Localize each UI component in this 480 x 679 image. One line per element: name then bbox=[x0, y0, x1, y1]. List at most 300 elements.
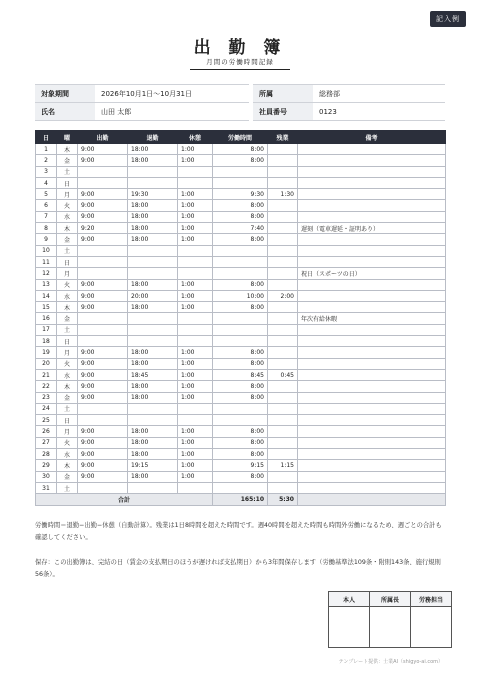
clock-out-cell[interactable] bbox=[128, 313, 178, 324]
remarks-cell[interactable] bbox=[298, 324, 446, 335]
break-cell[interactable]: 1:00 bbox=[178, 234, 213, 245]
break-cell[interactable] bbox=[178, 403, 213, 414]
overtime-cell[interactable] bbox=[268, 324, 298, 335]
clock-out-cell[interactable]: 18:00 bbox=[128, 234, 178, 245]
break-cell[interactable] bbox=[178, 336, 213, 347]
overtime-cell[interactable] bbox=[268, 482, 298, 493]
work-hours-cell[interactable] bbox=[213, 324, 268, 335]
table-row bbox=[36, 392, 446, 403]
info-table bbox=[35, 84, 445, 121]
day-cell[interactable]: 23 bbox=[36, 392, 57, 403]
overtime-cell[interactable] bbox=[268, 313, 298, 324]
weekday-cell[interactable]: 土 bbox=[57, 166, 78, 177]
day-cell[interactable]: 7 bbox=[36, 211, 57, 222]
clock-in-cell[interactable] bbox=[78, 256, 128, 267]
break-cell[interactable]: 1:00 bbox=[178, 369, 213, 380]
weekday-cell[interactable]: 月 bbox=[57, 347, 78, 358]
table-row bbox=[36, 189, 446, 200]
break-cell[interactable]: 1:00 bbox=[178, 449, 213, 460]
break-cell[interactable] bbox=[178, 415, 213, 426]
clock-out-cell[interactable] bbox=[128, 482, 178, 493]
clock-in-cell[interactable] bbox=[78, 245, 128, 256]
weekday-cell[interactable]: 土 bbox=[57, 245, 78, 256]
day-cell[interactable]: 19 bbox=[36, 347, 57, 358]
remarks-cell[interactable] bbox=[298, 471, 446, 482]
table-row bbox=[36, 245, 446, 256]
work-hours-cell[interactable]: 8:00 bbox=[213, 155, 268, 166]
remarks-cell[interactable] bbox=[298, 437, 446, 448]
overtime-cell[interactable] bbox=[268, 245, 298, 256]
remarks-cell[interactable]: 遅刻（電車遅延・証明あり） bbox=[298, 223, 446, 234]
name-value: 山田 太郎 bbox=[95, 103, 249, 121]
overtime-cell[interactable] bbox=[268, 166, 298, 177]
attendance-header-row bbox=[36, 131, 446, 144]
overtime-cell[interactable] bbox=[268, 449, 298, 460]
clock-out-cell[interactable]: 18:45 bbox=[128, 369, 178, 380]
day-cell[interactable]: 4 bbox=[36, 177, 57, 188]
work-hours-cell[interactable] bbox=[213, 415, 268, 426]
overtime-cell[interactable] bbox=[268, 381, 298, 392]
remarks-cell[interactable]: 年次有給休暇 bbox=[298, 313, 446, 324]
work-hours-cell[interactable]: 10:00 bbox=[213, 290, 268, 301]
clock-in-cell[interactable] bbox=[78, 415, 128, 426]
overtime-cell[interactable]: 1:30 bbox=[268, 189, 298, 200]
total-overtime: 5:30 bbox=[268, 494, 298, 506]
remarks-cell[interactable] bbox=[298, 336, 446, 347]
clock-in-cell[interactable] bbox=[78, 268, 128, 279]
weekday-cell[interactable]: 日 bbox=[57, 415, 78, 426]
break-cell[interactable]: 1:00 bbox=[178, 392, 213, 403]
clock-out-cell[interactable]: 18:00 bbox=[128, 279, 178, 290]
overtime-cell[interactable] bbox=[268, 437, 298, 448]
weekday-cell[interactable]: 月 bbox=[57, 189, 78, 200]
table-row bbox=[36, 200, 446, 211]
clock-out-cell[interactable]: 18:00 bbox=[128, 392, 178, 403]
clock-out-cell[interactable]: 18:00 bbox=[128, 381, 178, 392]
clock-out-cell[interactable] bbox=[128, 336, 178, 347]
overtime-cell[interactable] bbox=[268, 223, 298, 234]
clock-in-cell[interactable] bbox=[78, 403, 128, 414]
remarks-cell[interactable] bbox=[298, 403, 446, 414]
weekday-cell[interactable]: 月 bbox=[57, 268, 78, 279]
weekday-cell[interactable]: 木 bbox=[57, 223, 78, 234]
clock-in-cell[interactable] bbox=[78, 482, 128, 493]
overtime-cell[interactable] bbox=[268, 347, 298, 358]
total-row bbox=[36, 494, 446, 506]
weekday-cell[interactable]: 水 bbox=[57, 290, 78, 301]
remarks-cell[interactable] bbox=[298, 449, 446, 460]
clock-in-cell[interactable]: 9:00 bbox=[78, 290, 128, 301]
weekday-cell[interactable]: 火 bbox=[57, 358, 78, 369]
work-hours-cell[interactable]: 8:00 bbox=[213, 347, 268, 358]
table-row bbox=[36, 313, 446, 324]
clock-out-cell[interactable] bbox=[128, 166, 178, 177]
work-hours-cell[interactable] bbox=[213, 256, 268, 267]
approval-table bbox=[328, 591, 452, 648]
work-hours-cell[interactable] bbox=[213, 166, 268, 177]
weekday-cell[interactable]: 月 bbox=[57, 426, 78, 437]
page-title: 出 勤 簿 bbox=[193, 38, 287, 58]
day-cell[interactable]: 2 bbox=[36, 155, 57, 166]
remarks-cell[interactable] bbox=[298, 302, 446, 313]
day-cell[interactable]: 15 bbox=[36, 302, 57, 313]
work-hours-cell[interactable]: 8:00 bbox=[213, 437, 268, 448]
clock-in-cell[interactable] bbox=[78, 336, 128, 347]
work-hours-cell[interactable]: 8:00 bbox=[213, 234, 268, 245]
overtime-cell[interactable] bbox=[268, 403, 298, 414]
remarks-cell[interactable] bbox=[298, 211, 446, 222]
clock-out-cell[interactable]: 18:00 bbox=[128, 471, 178, 482]
clock-out-cell[interactable] bbox=[128, 268, 178, 279]
table-row bbox=[36, 166, 446, 177]
break-cell[interactable]: 1:00 bbox=[178, 189, 213, 200]
table-row bbox=[36, 482, 446, 493]
remarks-cell[interactable] bbox=[298, 381, 446, 392]
overtime-cell[interactable] bbox=[268, 415, 298, 426]
table-row bbox=[36, 290, 446, 301]
clock-in-cell[interactable]: 9:00 bbox=[78, 200, 128, 211]
day-cell[interactable]: 5 bbox=[36, 189, 57, 200]
break-cell[interactable]: 1:00 bbox=[178, 200, 213, 211]
remarks-cell[interactable] bbox=[298, 415, 446, 426]
table-row bbox=[36, 234, 446, 245]
work-hours-cell[interactable]: 8:00 bbox=[213, 144, 268, 155]
work-hours-cell[interactable] bbox=[213, 268, 268, 279]
work-hours-cell[interactable] bbox=[213, 177, 268, 188]
break-cell[interactable] bbox=[178, 268, 213, 279]
weekday-cell[interactable]: 日 bbox=[57, 256, 78, 267]
day-cell[interactable]: 12 bbox=[36, 268, 57, 279]
day-cell[interactable]: 25 bbox=[36, 415, 57, 426]
total-work-hours: 165:10 bbox=[213, 494, 268, 506]
work-hours-cell[interactable]: 8:00 bbox=[213, 279, 268, 290]
work-hours-cell[interactable]: 8:45 bbox=[213, 369, 268, 380]
break-cell[interactable] bbox=[178, 166, 213, 177]
clock-out-cell[interactable]: 18:00 bbox=[128, 200, 178, 211]
overtime-cell[interactable] bbox=[268, 302, 298, 313]
weekday-cell[interactable]: 土 bbox=[57, 324, 78, 335]
break-cell[interactable]: 1:00 bbox=[178, 426, 213, 437]
table-row bbox=[36, 415, 446, 426]
work-hours-cell[interactable] bbox=[213, 482, 268, 493]
header-break: 休憩 bbox=[178, 131, 213, 144]
remarks-cell[interactable] bbox=[298, 234, 446, 245]
work-hours-cell[interactable]: 8:00 bbox=[213, 471, 268, 482]
break-cell[interactable]: 1:00 bbox=[178, 302, 213, 313]
weekday-cell[interactable]: 火 bbox=[57, 200, 78, 211]
break-cell[interactable]: 1:00 bbox=[178, 460, 213, 471]
work-hours-cell[interactable]: 8:00 bbox=[213, 426, 268, 437]
day-cell[interactable]: 17 bbox=[36, 324, 57, 335]
overtime-cell[interactable] bbox=[268, 471, 298, 482]
weekday-cell[interactable]: 水 bbox=[57, 211, 78, 222]
remarks-cell[interactable] bbox=[298, 189, 446, 200]
remarks-cell[interactable] bbox=[298, 166, 446, 177]
break-cell[interactable] bbox=[178, 245, 213, 256]
day-cell[interactable]: 14 bbox=[36, 290, 57, 301]
header-weekday: 曜 bbox=[57, 131, 78, 144]
break-cell[interactable]: 1:00 bbox=[178, 223, 213, 234]
overtime-cell[interactable] bbox=[268, 211, 298, 222]
remarks-cell[interactable] bbox=[298, 392, 446, 403]
clock-in-cell[interactable]: 9:00 bbox=[78, 155, 128, 166]
remarks-cell[interactable] bbox=[298, 245, 446, 256]
clock-out-cell[interactable]: 18:00 bbox=[128, 426, 178, 437]
weekday-cell[interactable]: 金 bbox=[57, 392, 78, 403]
employee-id-value: 0123 bbox=[313, 103, 445, 121]
clock-in-cell[interactable]: 9:00 bbox=[78, 189, 128, 200]
overtime-cell[interactable] bbox=[268, 426, 298, 437]
clock-out-cell[interactable] bbox=[128, 245, 178, 256]
clock-out-cell[interactable]: 18:00 bbox=[128, 223, 178, 234]
break-cell[interactable] bbox=[178, 313, 213, 324]
remarks-cell[interactable]: 祝日（スポーツの日） bbox=[298, 268, 446, 279]
break-cell[interactable]: 1:00 bbox=[178, 358, 213, 369]
clock-in-cell[interactable]: 9:00 bbox=[78, 279, 128, 290]
clock-in-cell[interactable]: 9:00 bbox=[78, 449, 128, 460]
break-cell[interactable] bbox=[178, 324, 213, 335]
header-work-hours: 労働時間 bbox=[213, 131, 268, 144]
clock-out-cell[interactable]: 19:30 bbox=[128, 189, 178, 200]
sign-header-labor: 労務担当 bbox=[411, 592, 452, 607]
weekday-cell[interactable]: 水 bbox=[57, 449, 78, 460]
break-cell[interactable]: 1:00 bbox=[178, 144, 213, 155]
day-cell[interactable]: 24 bbox=[36, 403, 57, 414]
clock-in-cell[interactable]: 9:20 bbox=[78, 223, 128, 234]
day-cell[interactable]: 13 bbox=[36, 279, 57, 290]
work-hours-cell[interactable]: 8:00 bbox=[213, 358, 268, 369]
weekday-cell[interactable]: 土 bbox=[57, 403, 78, 414]
remarks-cell[interactable] bbox=[298, 177, 446, 188]
work-hours-cell[interactable]: 8:00 bbox=[213, 211, 268, 222]
day-cell[interactable]: 29 bbox=[36, 460, 57, 471]
work-hours-cell[interactable]: 8:00 bbox=[213, 200, 268, 211]
overtime-cell[interactable] bbox=[268, 336, 298, 347]
header-clock-out: 退勤 bbox=[128, 131, 178, 144]
work-hours-cell[interactable]: 8:00 bbox=[213, 392, 268, 403]
sign-header-self: 本人 bbox=[329, 592, 370, 607]
period-label: 対象期間 bbox=[35, 85, 95, 103]
day-cell[interactable]: 26 bbox=[36, 426, 57, 437]
weekday-cell[interactable]: 水 bbox=[57, 369, 78, 380]
break-cell[interactable]: 1:00 bbox=[178, 347, 213, 358]
overtime-cell[interactable] bbox=[268, 144, 298, 155]
sign-header-manager: 所属長 bbox=[370, 592, 411, 607]
clock-in-cell[interactable]: 9:00 bbox=[78, 302, 128, 313]
day-cell[interactable]: 20 bbox=[36, 358, 57, 369]
clock-out-cell[interactable]: 18:00 bbox=[128, 449, 178, 460]
clock-in-cell[interactable]: 9:00 bbox=[78, 347, 128, 358]
sign-box-labor[interactable] bbox=[411, 607, 452, 648]
break-cell[interactable] bbox=[178, 482, 213, 493]
total-label: 合計 bbox=[36, 494, 213, 506]
remarks-cell[interactable] bbox=[298, 347, 446, 358]
clock-in-cell[interactable]: 9:00 bbox=[78, 369, 128, 380]
sign-box-self[interactable] bbox=[329, 607, 370, 648]
remarks-cell[interactable] bbox=[298, 256, 446, 267]
clock-in-cell[interactable] bbox=[78, 324, 128, 335]
overtime-cell[interactable] bbox=[268, 268, 298, 279]
table-row bbox=[36, 460, 446, 471]
clock-out-cell[interactable] bbox=[128, 177, 178, 188]
table-row bbox=[36, 256, 446, 267]
work-hours-cell[interactable] bbox=[213, 313, 268, 324]
break-cell[interactable]: 1:00 bbox=[178, 290, 213, 301]
clock-in-cell[interactable] bbox=[78, 177, 128, 188]
work-hours-cell[interactable]: 9:30 bbox=[213, 189, 268, 200]
overtime-cell[interactable]: 1:15 bbox=[268, 460, 298, 471]
clock-in-cell[interactable]: 9:00 bbox=[78, 460, 128, 471]
day-cell[interactable]: 8 bbox=[36, 223, 57, 234]
work-hours-cell[interactable] bbox=[213, 403, 268, 414]
weekday-cell[interactable]: 土 bbox=[57, 482, 78, 493]
overtime-cell[interactable] bbox=[268, 155, 298, 166]
day-cell[interactable]: 6 bbox=[36, 200, 57, 211]
remarks-cell[interactable] bbox=[298, 482, 446, 493]
clock-out-cell[interactable]: 18:00 bbox=[128, 437, 178, 448]
remarks-cell[interactable] bbox=[298, 460, 446, 471]
break-cell[interactable]: 1:00 bbox=[178, 211, 213, 222]
overtime-cell[interactable]: 0:45 bbox=[268, 369, 298, 380]
weekday-cell[interactable]: 金 bbox=[57, 471, 78, 482]
table-row bbox=[36, 336, 446, 347]
sample-badge: 記入例 bbox=[430, 11, 466, 27]
break-cell[interactable] bbox=[178, 256, 213, 267]
clock-in-cell[interactable]: 9:00 bbox=[78, 437, 128, 448]
weekday-cell[interactable]: 日 bbox=[57, 336, 78, 347]
remarks-cell[interactable] bbox=[298, 155, 446, 166]
weekday-cell[interactable]: 木 bbox=[57, 460, 78, 471]
clock-out-cell[interactable]: 18:00 bbox=[128, 302, 178, 313]
overtime-cell[interactable] bbox=[268, 177, 298, 188]
table-row bbox=[36, 471, 446, 482]
day-cell[interactable]: 18 bbox=[36, 336, 57, 347]
remarks-cell[interactable] bbox=[298, 279, 446, 290]
clock-in-cell[interactable]: 9:00 bbox=[78, 471, 128, 482]
day-cell[interactable]: 16 bbox=[36, 313, 57, 324]
day-cell[interactable]: 11 bbox=[36, 256, 57, 267]
clock-in-cell[interactable]: 9:00 bbox=[78, 381, 128, 392]
template-credit: テンプレート提供：士業AI（shigyo-ai.com） bbox=[338, 659, 443, 665]
weekday-cell[interactable]: 木 bbox=[57, 302, 78, 313]
remarks-cell[interactable] bbox=[298, 144, 446, 155]
day-cell[interactable]: 31 bbox=[36, 482, 57, 493]
break-cell[interactable]: 1:00 bbox=[178, 279, 213, 290]
weekday-cell[interactable]: 金 bbox=[57, 155, 78, 166]
remarks-cell[interactable] bbox=[298, 290, 446, 301]
weekday-cell[interactable]: 火 bbox=[57, 279, 78, 290]
work-hours-cell[interactable]: 8:00 bbox=[213, 449, 268, 460]
break-cell[interactable]: 1:00 bbox=[178, 155, 213, 166]
work-hours-cell[interactable]: 8:00 bbox=[213, 381, 268, 392]
day-cell[interactable]: 3 bbox=[36, 166, 57, 177]
clock-in-cell[interactable] bbox=[78, 166, 128, 177]
day-cell[interactable]: 1 bbox=[36, 144, 57, 155]
retention-note: 保存：この出勤簿は、完結の日（賃金の支払期日のほうが遅ければ支払期日）から3年間保存します（労働基準法109条・附則143条、施行規則56条）。 bbox=[35, 559, 441, 578]
clock-out-cell[interactable] bbox=[128, 324, 178, 335]
table-row bbox=[36, 449, 446, 460]
attendance-table bbox=[35, 130, 446, 506]
overtime-cell[interactable] bbox=[268, 200, 298, 211]
work-hours-cell[interactable]: 7:40 bbox=[213, 223, 268, 234]
table-row bbox=[36, 211, 446, 222]
weekday-cell[interactable]: 日 bbox=[57, 177, 78, 188]
clock-out-cell[interactable] bbox=[128, 415, 178, 426]
header-clock-in: 出勤 bbox=[78, 131, 128, 144]
overtime-cell[interactable] bbox=[268, 234, 298, 245]
clock-in-cell[interactable]: 9:00 bbox=[78, 144, 128, 155]
overtime-cell[interactable] bbox=[268, 392, 298, 403]
clock-in-cell[interactable]: 9:00 bbox=[78, 426, 128, 437]
day-cell[interactable]: 30 bbox=[36, 471, 57, 482]
clock-in-cell[interactable]: 9:00 bbox=[78, 392, 128, 403]
overtime-cell[interactable] bbox=[268, 358, 298, 369]
weekday-cell[interactable]: 木 bbox=[57, 381, 78, 392]
period-value: 2026年10月1日〜10月31日 bbox=[95, 85, 249, 103]
table-row bbox=[36, 177, 446, 188]
clock-out-cell[interactable]: 20:00 bbox=[128, 290, 178, 301]
clock-in-cell[interactable] bbox=[78, 313, 128, 324]
break-cell[interactable] bbox=[178, 177, 213, 188]
table-row bbox=[36, 279, 446, 290]
overtime-cell[interactable] bbox=[268, 256, 298, 267]
name-label: 氏名 bbox=[35, 103, 95, 121]
remarks-cell[interactable] bbox=[298, 200, 446, 211]
table-row bbox=[36, 144, 446, 155]
sign-box-manager[interactable] bbox=[370, 607, 411, 648]
remarks-cell[interactable] bbox=[298, 369, 446, 380]
clock-out-cell[interactable]: 18:00 bbox=[128, 211, 178, 222]
day-cell[interactable]: 21 bbox=[36, 369, 57, 380]
work-hours-cell[interactable]: 9:15 bbox=[213, 460, 268, 471]
table-row bbox=[36, 369, 446, 380]
clock-out-cell[interactable]: 18:00 bbox=[128, 155, 178, 166]
page-subtitle: 月間の労働時間記録 bbox=[206, 58, 274, 66]
table-row bbox=[36, 437, 446, 448]
day-cell[interactable]: 28 bbox=[36, 449, 57, 460]
header-overtime: 残業 bbox=[268, 131, 298, 144]
weekday-cell[interactable]: 金 bbox=[57, 234, 78, 245]
work-hours-cell[interactable]: 8:00 bbox=[213, 302, 268, 313]
remarks-cell[interactable] bbox=[298, 426, 446, 437]
overtime-cell[interactable] bbox=[268, 279, 298, 290]
weekday-cell[interactable]: 金 bbox=[57, 313, 78, 324]
clock-in-cell[interactable]: 9:00 bbox=[78, 211, 128, 222]
work-hours-cell[interactable] bbox=[213, 245, 268, 256]
remarks-cell[interactable] bbox=[298, 358, 446, 369]
clock-out-cell[interactable]: 18:00 bbox=[128, 347, 178, 358]
day-cell[interactable]: 9 bbox=[36, 234, 57, 245]
weekday-cell[interactable]: 木 bbox=[57, 144, 78, 155]
clock-in-cell[interactable]: 9:00 bbox=[78, 234, 128, 245]
clock-in-cell[interactable]: 9:00 bbox=[78, 358, 128, 369]
break-cell[interactable]: 1:00 bbox=[178, 471, 213, 482]
day-cell[interactable]: 10 bbox=[36, 245, 57, 256]
clock-out-cell[interactable]: 19:15 bbox=[128, 460, 178, 471]
clock-out-cell[interactable]: 18:00 bbox=[128, 358, 178, 369]
title-underline bbox=[190, 69, 290, 70]
break-cell[interactable]: 1:00 bbox=[178, 437, 213, 448]
overtime-cell[interactable]: 2:00 bbox=[268, 290, 298, 301]
clock-out-cell[interactable] bbox=[128, 256, 178, 267]
clock-out-cell[interactable] bbox=[128, 403, 178, 414]
clock-out-cell[interactable]: 18:00 bbox=[128, 144, 178, 155]
break-cell[interactable]: 1:00 bbox=[178, 381, 213, 392]
weekday-cell[interactable]: 火 bbox=[57, 437, 78, 448]
day-cell[interactable]: 22 bbox=[36, 381, 57, 392]
work-hours-cell[interactable] bbox=[213, 336, 268, 347]
day-cell[interactable]: 27 bbox=[36, 437, 57, 448]
